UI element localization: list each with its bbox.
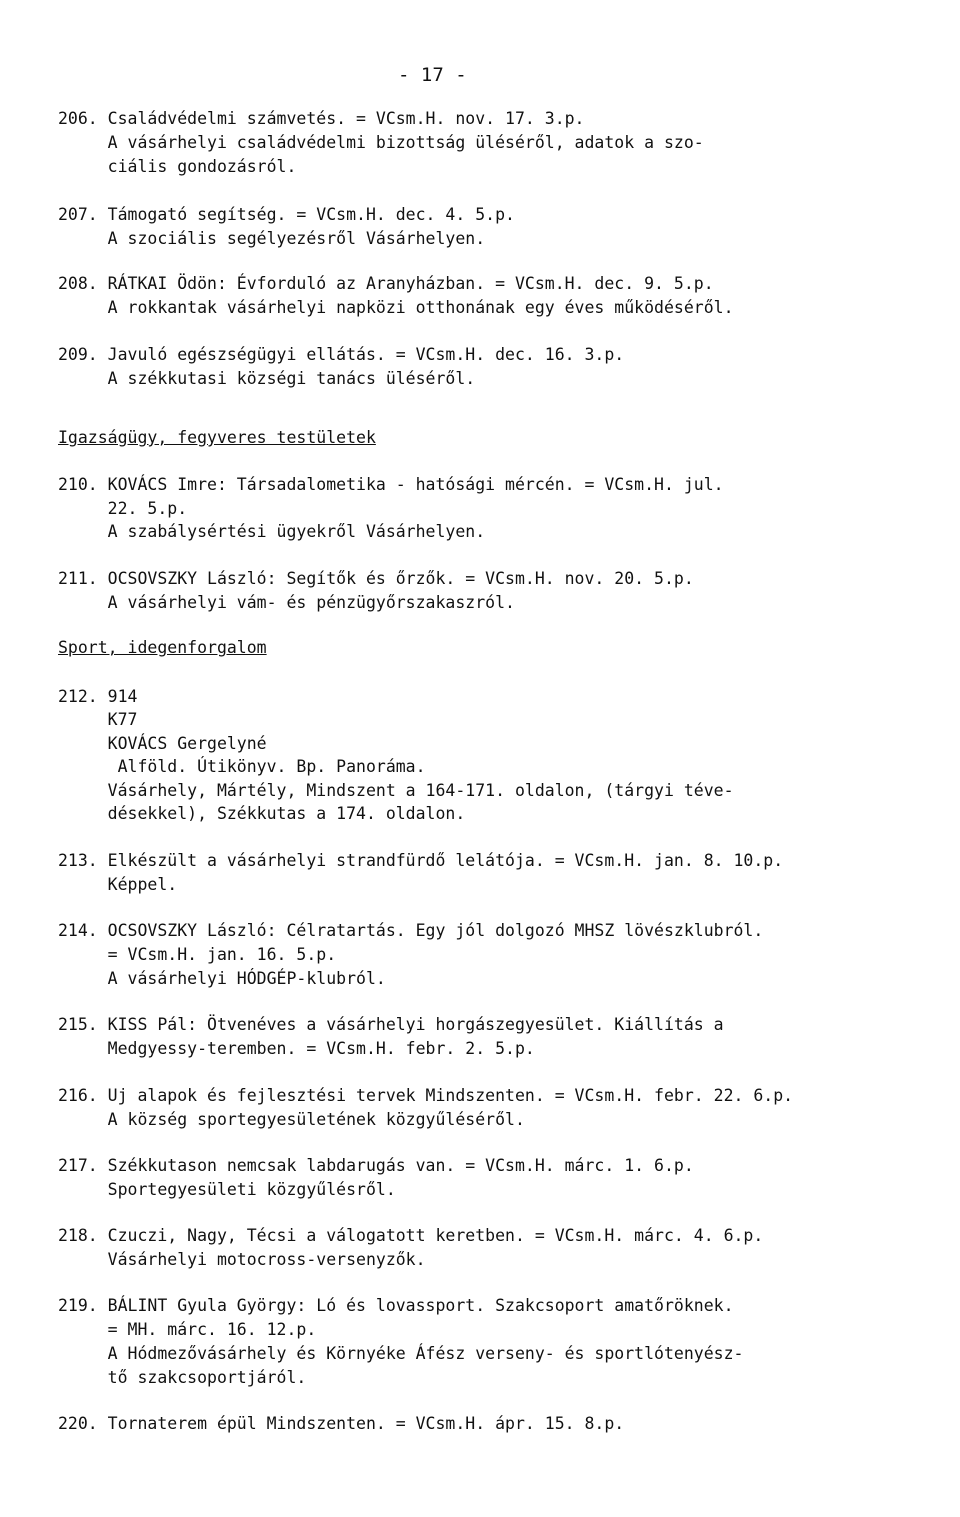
- page-number: - 17 -: [398, 64, 467, 86]
- entry-211-line-2: A vásárhelyi vám- és pénzügyőrszakaszról.: [58, 593, 515, 612]
- entry-209-line-1: 209. Javuló egészségügyi ellátás. = VCsm.H. dec. 16. 3.p.: [58, 345, 625, 364]
- entry-214-line-1: 214. OCSOVSZKY László: Célratartás. Egy jól dolgozó MHSZ lövészklubról.: [58, 921, 764, 940]
- entry-210-line-1: 210. KOVÁCS Imre: Társadalometika - hatósági mércén. = VCsm.H. jul.: [58, 475, 724, 494]
- entry-209-line-2: A székkutasi községi tanács üléséről.: [58, 369, 476, 388]
- entry-206-line-1: 206. Családvédelmi számvetés. = VCsm.H. nov. 17. 3.p.: [58, 109, 585, 128]
- entry-212-line-6: désekkel), Székkutas a 174. oldalon.: [58, 804, 466, 823]
- section-heading-sport: Sport, idegenforgalom: [58, 638, 267, 657]
- entry-212-line-5: Vásárhely, Mártély, Mindszent a 164-171. oldalon, (tárgyi téve-: [58, 781, 734, 800]
- entry-211-line-1: 211. OCSOVSZKY László: Segítők és őrzők. = VCsm.H. nov. 20. 5.p.: [58, 569, 694, 588]
- entry-213-line-1: 213. Elkészült a vásárhelyi strandfürdő lelátója. = VCsm.H. jan. 8. 10.p.: [58, 851, 784, 870]
- entry-208-line-2: A rokkantak vásárhelyi napközi otthonának egy éves működéséről.: [58, 298, 734, 317]
- entry-217-line-2: Sportegyesületi közgyűlésről.: [58, 1180, 396, 1199]
- entry-210-line-2: 22. 5.p.: [58, 499, 188, 518]
- entry-212-line-2: K77: [58, 710, 138, 729]
- entry-206-line-2: A vásárhelyi családvédelmi bizottság üléséről, adatok a szo-: [58, 133, 704, 152]
- entry-218-line-1: 218. Czuczi, Nagy, Técsi a válogatott keretben. = VCsm.H. márc. 4. 6.p.: [58, 1226, 764, 1245]
- entry-210-line-3: A szabálysértési ügyekről Vásárhelyen.: [58, 522, 486, 541]
- entry-212-line-1: 212. 914: [58, 687, 138, 706]
- entry-214-line-2: = VCsm.H. jan. 16. 5.p.: [58, 945, 337, 964]
- entry-212-line-4: Alföld. Útikönyv. Bp. Panoráma.: [58, 757, 426, 776]
- entry-219-line-1: 219. BÁLINT Gyula György: Ló és lovassport. Szakcsoport amatőröknek.: [58, 1296, 734, 1315]
- entry-208-line-1: 208. RÁTKAI Ödön: Évforduló az Aranyházban. = VCsm.H. dec. 9. 5.p.: [58, 274, 714, 293]
- entry-216-line-1: 216. Uj alapok és fejlesztési tervek Mindszenten. = VCsm.H. febr. 22. 6.p.: [58, 1086, 794, 1105]
- entry-215-line-1: 215. KISS Pál: Ötvenéves a vásárhelyi horgászegyesület. Kiállítás a: [58, 1015, 724, 1034]
- entry-207-line-1: 207. Támogató segítség. = VCsm.H. dec. 4. 5.p.: [58, 205, 515, 224]
- entry-219-line-3: A Hódmezővásárhely és Környéke Áfész verseny- és sportlótenyész-: [58, 1344, 744, 1363]
- entry-206-line-3: ciális gondozásról.: [58, 157, 297, 176]
- entry-219-line-4: tő szakcsoportjáról.: [58, 1368, 307, 1387]
- entry-219-line-2: = MH. márc. 16. 12.p.: [58, 1320, 317, 1339]
- entry-213-line-2: Képpel.: [58, 875, 178, 894]
- entry-214-line-3: A vásárhelyi HÓDGÉP-klubról.: [58, 969, 386, 988]
- entry-212-line-3: KOVÁCS Gergelyné: [58, 734, 267, 753]
- section-heading-justice: Igazságügy, fegyveres testületek: [58, 428, 376, 447]
- entry-207-line-2: A szociális segélyezésről Vásárhelyen.: [58, 229, 486, 248]
- entry-218-line-2: Vásárhelyi motocross-versenyzők.: [58, 1250, 426, 1269]
- entry-220-line-1: 220. Tornaterem épül Mindszenten. = VCsm.H. ápr. 15. 8.p.: [58, 1414, 625, 1433]
- entry-216-line-2: A község sportegyesületének közgyűléséről.: [58, 1110, 525, 1129]
- entry-215-line-2: Medgyessy-teremben. = VCsm.H. febr. 2. 5.p.: [58, 1039, 535, 1058]
- entry-217-line-1: 217. Székkutason nemcsak labdarugás van. = VCsm.H. márc. 1. 6.p.: [58, 1156, 694, 1175]
